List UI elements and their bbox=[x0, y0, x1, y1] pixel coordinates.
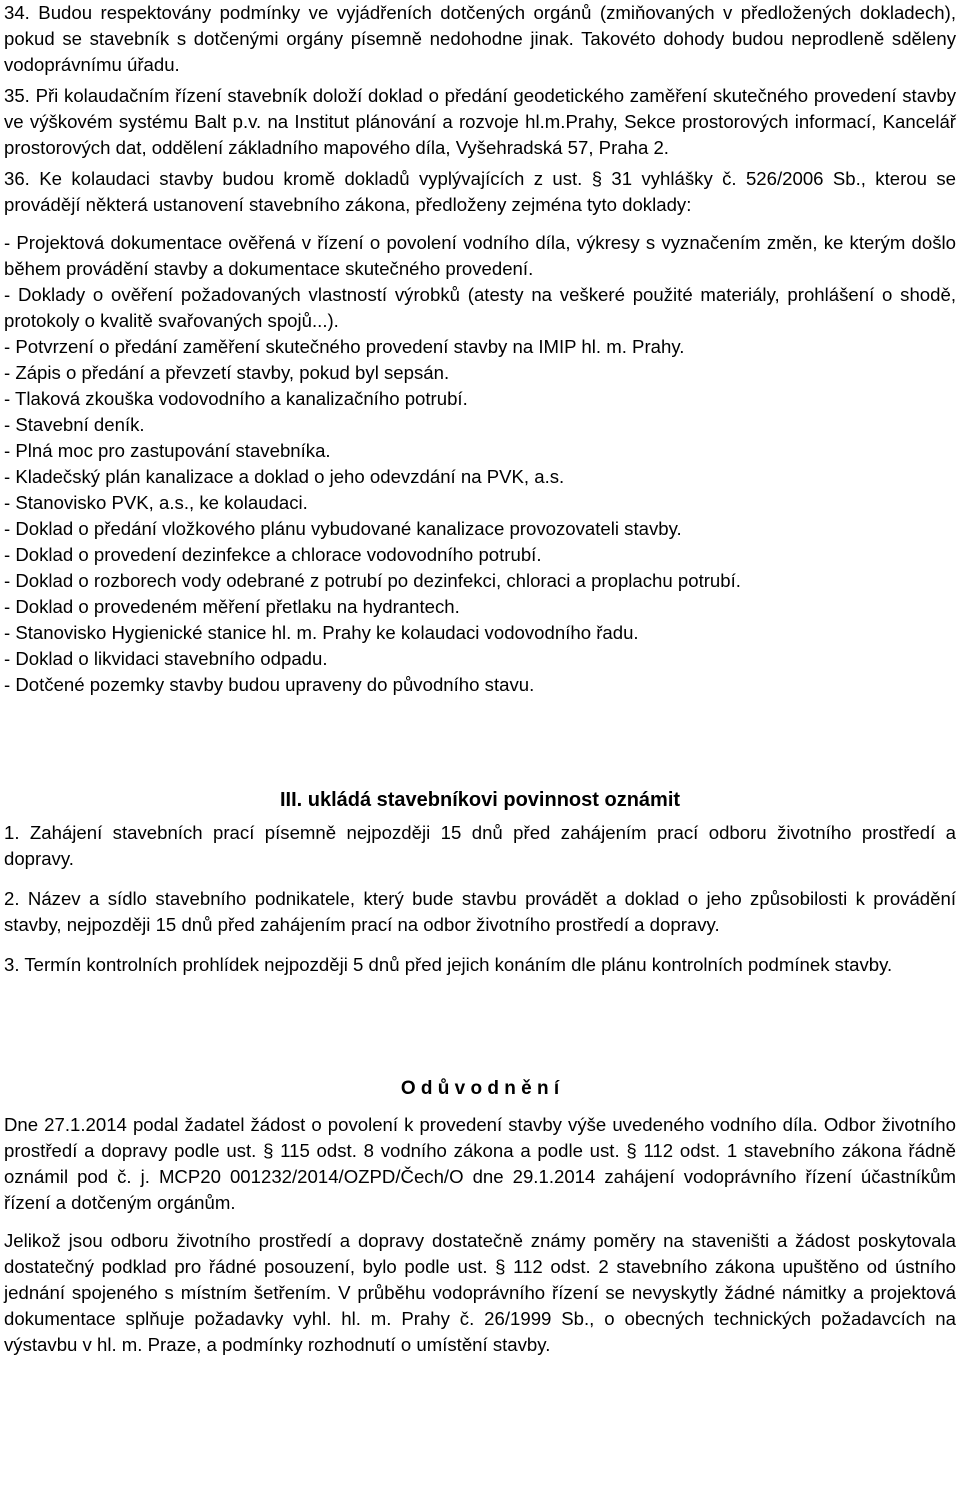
obligation-item-3: 3. Termín kontrolních prohlídek nejpozději 5 dnů před jejich konáním dle plánu kontrolních podmínek stavby. bbox=[4, 954, 893, 975]
list-item: - Projektová dokumentace ověřená v řízení o povolení vodního díla, výkresy s vyznačením změn, ke kterým došlo během provádění stavby a dokumentace skutečného provedení. bbox=[4, 232, 956, 279]
condition-34: 34. Budou respektovány podmínky ve vyjádřeních dotčených orgánů (zmiňovaných v předložených dokladech), pokud se stavebník s dotčenými orgány písemně nedohodne jinak. Takovéto dohody budou neprodleně sděleny vodoprávnímu úřadu. bbox=[4, 2, 956, 75]
obligation-item-1: 1. Zahájení stavebních prací písemně nejpozději 15 dnů před zahájením prací odboru životního prostředí a dopravy. bbox=[4, 822, 956, 869]
condition-35: 35. Při kolaudačním řízení stavebník doloží doklad o předání geodetického zaměření skutečného provedení stavby ve výškovém systému Balt p.v. na Institut plánování a rozvoje hl.m.Prahy, Sekce prostorových informací, Kancelář prostorových dat, oddělení základního mapového díla, Vyšehradská 57, Praha 2. bbox=[4, 85, 956, 158]
reasoning-paragraph-2: Jelikož jsou odboru životního prostředí a dopravy dostatečně známy poměry na staveništi a žádost poskytovala dostatečný podklad pro řádné posouzení, bylo podle ust. § 112 odst. 2 stavebního zákona upuštěno od ústního jednání spojeného s místním šetřením. V průběhu vodoprávního řízení se nevyskytly žádné námitky a projektová dokumentace splňuje požadavky vyhl. hl. m. Prahy č. 26/1999 Sb., o obecných technických požadavcích na výstavbu v hl. m. Praze, a podmínky rozhodnutí o umístění stavby. bbox=[4, 1230, 956, 1355]
list-item: - Tlaková zkouška vodovodního a kanalizačního potrubí. bbox=[4, 388, 468, 409]
list-item: - Doklad o předání vložkového plánu vybudované kanalizace provozovateli stavby. bbox=[4, 518, 682, 539]
list-item: - Potvrzení o předání zaměření skutečného provedení stavby na IMIP hl. m. Prahy. bbox=[4, 336, 685, 357]
obligation-item-2: 2. Název a sídlo stavebního podnikatele, který bude stavbu provádět a doklad o jeho způsobilosti k provádění stavby, nejpozději 15 dnů před zahájením prací na odbor životního prostředí a dopravy. bbox=[4, 888, 956, 935]
list-item: - Plná moc pro zastupování stavebníka. bbox=[4, 440, 331, 461]
section-title-reasoning: O d ů v o d n ě n í bbox=[400, 1078, 560, 1099]
list-item: - Stanovisko Hygienické stanice hl. m. Prahy ke kolaudaci vodovodního řadu. bbox=[4, 622, 639, 643]
list-item: - Doklad o provedení dezinfekce a chlorace vodovodního potrubí. bbox=[4, 544, 542, 565]
list-item: - Stavební deník. bbox=[4, 414, 145, 435]
required-documents-list bbox=[4, 230, 956, 698]
list-item: - Doklad o likvidaci stavebního odpadu. bbox=[4, 648, 328, 669]
list-item: - Kladečský plán kanalizace a doklad o jeho odevzdání na PVK, a.s. bbox=[4, 466, 565, 487]
list-item: - Doklady o ověření požadovaných vlastností výrobků (atesty na veškeré použité materiály, prohlášení o shodě, protokoly o kvalitě svařovaných spojů...). bbox=[4, 284, 956, 331]
list-item: - Doklad o provedeném měření přetlaku na hydrantech. bbox=[4, 596, 460, 617]
list-item: - Zápis o předání a převzetí stavby, pokud byl sepsán. bbox=[4, 362, 450, 383]
list-item: - Stanovisko PVK, a.s., ke kolaudaci. bbox=[4, 492, 308, 513]
list-item: - Dotčené pozemky stavby budou upraveny do původního stavu. bbox=[4, 674, 535, 695]
section-title-obligations: III. ukládá stavebníkovi povinnost oznámit bbox=[279, 789, 681, 811]
reasoning-paragraph-1: Dne 27.1.2014 podal žadatel žádost o povolení k provedení stavby výše uvedeného vodního díla. Odbor životního prostředí a dopravy podle ust. § 115 odst. 8 vodního zákona a podle ust. § 112 odst. 1 stavebního zákona řádně oznámil pod č. j. MCP20 001232/2014/OZPD/Čech/O dne 29.1.2014 zahájení vodoprávního řízení účastníkům řízení a dotčeným orgánům. bbox=[4, 1114, 956, 1213]
condition-36: 36. Ke kolaudaci stavby budou kromě dokladů vyplývajících z ust. § 31 vyhlášky č. 526/2006 Sb., kterou se provádějí některá ustanovení stavebního zákona, předloženy zejména tyto doklady: bbox=[4, 168, 956, 215]
list-item: - Doklad o rozborech vody odebrané z potrubí po dezinfekci, chloraci a proplachu potrubí. bbox=[4, 570, 741, 591]
